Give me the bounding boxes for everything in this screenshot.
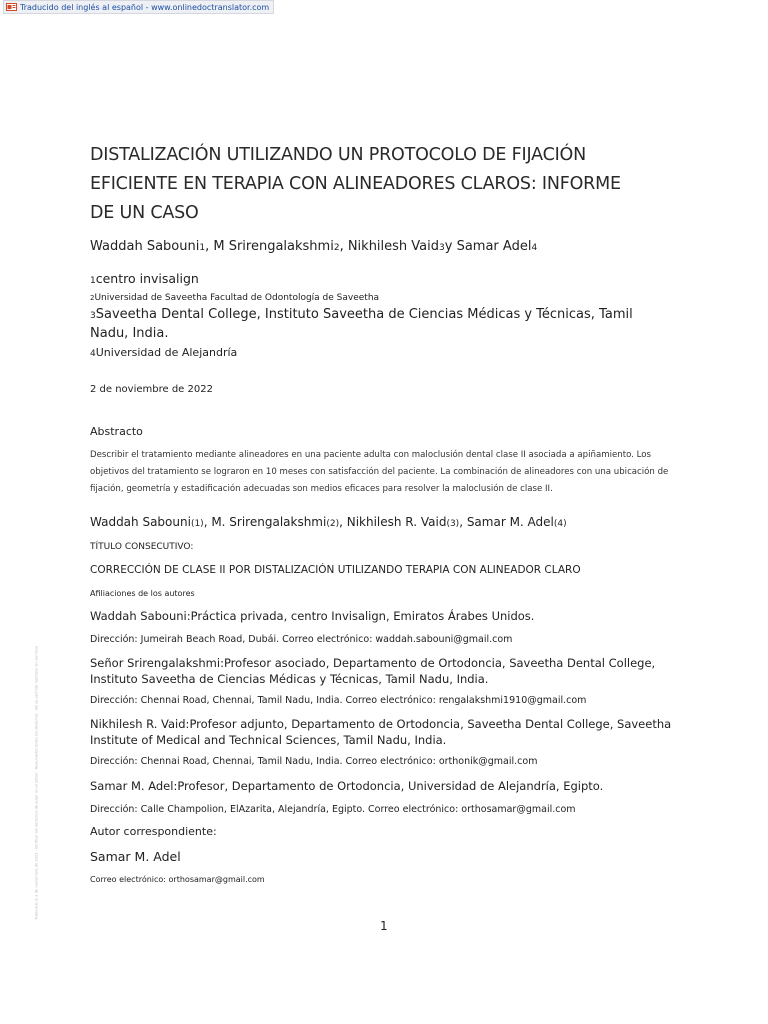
author-address: Dirección: Chennai Road, Chennai, Tamil Nadu, India. Correo electrónico: orthonik@gmail.com xyxy=(90,756,538,767)
author-name: , M Srirengalakshmi xyxy=(205,239,334,254)
author-detail-name: Nikhilesh R. Vaid: xyxy=(90,717,190,731)
author-detail-name: Samar M. Adel: xyxy=(90,779,178,793)
author-name: , Nikhilesh R. Vaid xyxy=(339,515,447,529)
abstract-heading: Abstracto xyxy=(90,425,143,438)
publication-date: 2 de noviembre de 2022 xyxy=(90,384,213,395)
corresponding-author-name: Samar M. Adel xyxy=(90,849,181,864)
author-index: 2 xyxy=(333,243,340,253)
affiliation-text: Universidad de Saveetha Facultad de Odontología de Saveetha xyxy=(94,293,380,303)
affiliation-1 xyxy=(90,271,199,286)
corresponding-author-email: Correo electrónico: orthosamar@gmail.com xyxy=(90,875,265,884)
author-name: Waddah Sabouni xyxy=(90,515,191,529)
author-name: , M. Srirengalakshmi xyxy=(203,515,327,529)
author-detail xyxy=(90,609,680,623)
affiliation-number: 3 xyxy=(90,311,96,321)
affiliation-text: Universidad de Alejandría xyxy=(95,346,238,359)
author-name: Waddah Sabouni xyxy=(90,239,200,254)
author-detail xyxy=(90,779,680,793)
author-address: Dirección: Jumeirah Beach Road, Dubái. Correo electrónico: waddah.sabouni@gmail.com xyxy=(90,634,513,645)
affiliation-text: centro invisalign xyxy=(95,271,199,286)
author-name: y Samar Adel xyxy=(444,239,532,254)
author-detail-name: Señor Srirengalakshmi: xyxy=(90,656,224,670)
author-list-top xyxy=(90,239,537,254)
running-title: CORRECCIÓN DE CLASE II POR DISTALIZACIÓN UTILIZANDO TERAPIA CON ALINEADOR CLARO xyxy=(90,564,581,576)
affiliation-number: 1 xyxy=(90,276,96,286)
author-index: 4 xyxy=(531,243,538,253)
author-name: , Samar M. Adel xyxy=(459,515,554,529)
running-title-label: TÍTULO CONSECUTIVO: xyxy=(90,542,194,552)
page-number: 1 xyxy=(380,919,388,933)
author-detail-role: Profesor adjunto, Departamento de Ortodoncia, Saveetha Dental College, Saveetha Institute of Medical and Technical Sciences, Tamil Nadu, India. xyxy=(90,717,672,747)
affiliation-4 xyxy=(90,346,237,359)
affiliation-text: Saveetha Dental College, Instituto Saveetha de Ciencias Médicas y Técnicas, Tamil Nadu, India. xyxy=(90,307,633,341)
author-index: (2) xyxy=(326,519,340,529)
affiliations-heading: Afiliaciones de los autores xyxy=(90,589,195,598)
author-detail xyxy=(90,717,680,748)
author-detail xyxy=(90,656,680,687)
author-index: (4) xyxy=(553,519,567,529)
paper-title: DISTALIZACIÓN UTILIZANDO UN PROTOCOLO DE FIJACIÓN EFICIENTE EN TERAPIA CON ALINEADORES CLAROS: INFORME DE UN CASO xyxy=(90,145,621,223)
affiliation-2 xyxy=(90,293,379,303)
author-detail-role: Profesor asociado, Departamento de Ortodoncia, Saveetha Dental College, Instituto Saveetha de Ciencias Médicas y Técnicas, Tamil Nadu, India. xyxy=(90,656,656,686)
affiliation-3 xyxy=(90,306,650,342)
author-detail-name: Waddah Sabouni: xyxy=(90,609,191,623)
vertical-side-note-text: Publicado el 2 de noviembre de 2022 · Verificar los derechos de autor en el editor · Reservados todos los derechos · No se permite reutilizar sin permiso xyxy=(34,645,39,920)
pdf-icon xyxy=(6,3,17,11)
author-name: , Nikhilesh Vaid xyxy=(339,239,440,254)
affiliation-number: 2 xyxy=(90,294,95,302)
author-index: 3 xyxy=(439,243,445,253)
author-index: 1 xyxy=(199,243,206,253)
author-list-second xyxy=(90,515,567,529)
abstract-text: Describir el tratamiento mediante alineadores en una paciente adulta con maloclusión dental clase II asociada a apiñamiento. Los objetivos del tratamiento se lograron en 10 meses con satisfacción del paciente. La combinación de alineadores con una ubicación de fijación, geometría y estadificación adecuadas son medios eficaces para resolver la maloclusión de clase II. xyxy=(90,450,669,494)
author-detail-role: Profesor, Departamento de Ortodoncia, Universidad de Alejandría, Egipto. xyxy=(177,779,604,793)
author-index: (1) xyxy=(190,519,204,529)
author-index: (3) xyxy=(446,519,460,529)
vertical-side-note xyxy=(31,190,39,925)
author-address: Dirección: Chennai Road, Chennai, Tamil Nadu, India. Correo electrónico: rengalakshmi1910@gmail.com xyxy=(90,695,587,706)
author-detail-role: Práctica privada, centro Invisalign, Emiratos Árabes Unidos. xyxy=(190,609,535,623)
affiliation-number: 4 xyxy=(90,349,96,359)
corresponding-author-label: Autor correspondiente: xyxy=(90,825,217,838)
translator-banner[interactable] xyxy=(3,0,274,14)
translator-banner-link[interactable]: Traducido del inglés al español - www.onlinedoctranslator.com xyxy=(20,2,270,12)
author-address: Dirección: Calle Champolion, ElAzarita, Alejandría, Egipto. Correo electrónico: orthosamar@gmail.com xyxy=(90,804,576,815)
